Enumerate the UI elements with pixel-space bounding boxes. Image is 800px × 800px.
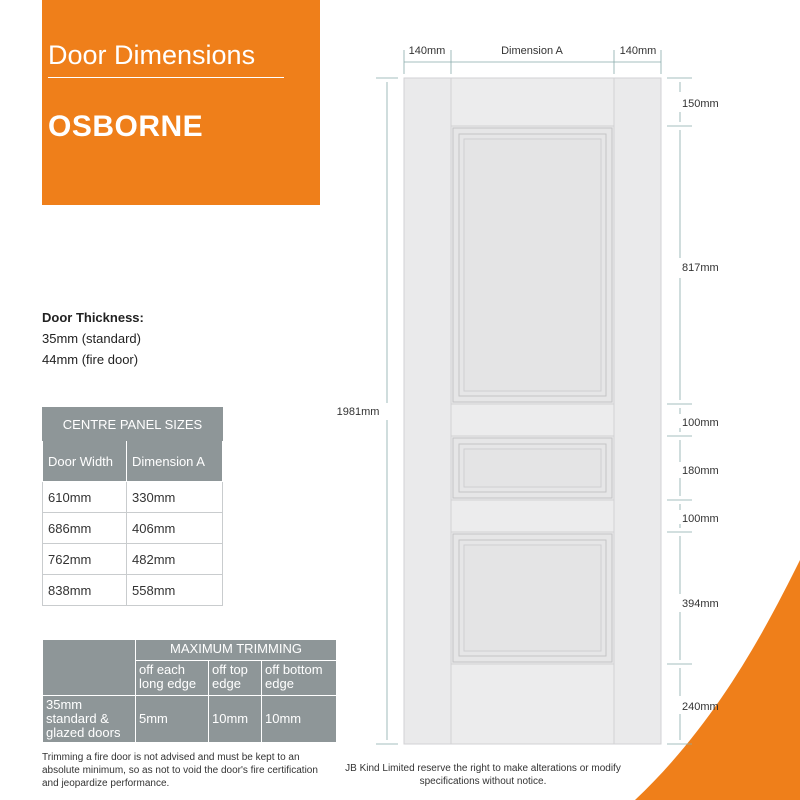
trim-row-label: 35mm standard & glazed doors bbox=[43, 696, 136, 743]
cell-dim: 482mm bbox=[127, 544, 223, 575]
col-bottom-edge: off bottom edge bbox=[262, 661, 337, 696]
cell-dim: 558mm bbox=[127, 575, 223, 606]
centre-panel-caption: CENTRE PANEL SIZES bbox=[43, 408, 223, 441]
trim-top: 10mm bbox=[209, 696, 262, 743]
label-dimension-a: Dimension A bbox=[501, 45, 563, 57]
label-lower-mid-rail: 100mm bbox=[682, 513, 719, 525]
page-title: Door Dimensions bbox=[48, 40, 256, 70]
cell-width: 686mm bbox=[43, 513, 127, 544]
rights-note: JB Kind Limited reserve the right to make alterations or modify specifications without notice. bbox=[345, 763, 621, 787]
cell-dim: 406mm bbox=[127, 513, 223, 544]
fire-door-note: Trimming a fire door is not advised and must be kept to an absolute minimum, so as not to void the door's fire certification and jeopardize performance. bbox=[42, 752, 318, 789]
cell-dim: 330mm bbox=[127, 482, 223, 513]
segment-dimension-lines bbox=[667, 78, 692, 744]
thickness-fire: 44mm (fire door) bbox=[42, 352, 139, 367]
label-top-panel: 817mm bbox=[682, 262, 719, 274]
col-long-edge: off each long edge bbox=[136, 661, 209, 696]
trimming-caption: MAXIMUM TRIMMING bbox=[136, 640, 337, 661]
label-upper-mid-rail: 100mm bbox=[682, 417, 719, 429]
label-bottom-rail: 240mm bbox=[682, 701, 719, 713]
cell-width: 610mm bbox=[43, 482, 127, 513]
thickness-standard: 35mm (standard) bbox=[42, 331, 141, 346]
label-middle-panel: 180mm bbox=[682, 465, 719, 477]
product-name: OSBORNE bbox=[48, 110, 204, 143]
col-dimension-a: Dimension A bbox=[127, 441, 223, 482]
top-panel bbox=[453, 128, 612, 402]
trim-long: 5mm bbox=[136, 696, 209, 743]
label-bottom-panel: 394mm bbox=[682, 598, 719, 610]
label-left-stile: 140mm bbox=[408, 45, 446, 57]
label-height: 1981mm bbox=[336, 406, 380, 418]
thickness-heading: Door Thickness: bbox=[42, 310, 144, 325]
col-top-edge: off top edge bbox=[209, 661, 262, 696]
col-door-width: Door Width bbox=[43, 441, 127, 482]
cell-width: 838mm bbox=[43, 575, 127, 606]
bottom-panel bbox=[453, 534, 612, 662]
middle-panel bbox=[453, 438, 612, 498]
trim-bottom: 10mm bbox=[262, 696, 337, 743]
label-top-rail: 150mm bbox=[682, 98, 719, 110]
door bbox=[404, 78, 661, 744]
label-right-stile: 140mm bbox=[619, 45, 657, 57]
cell-width: 762mm bbox=[43, 544, 127, 575]
